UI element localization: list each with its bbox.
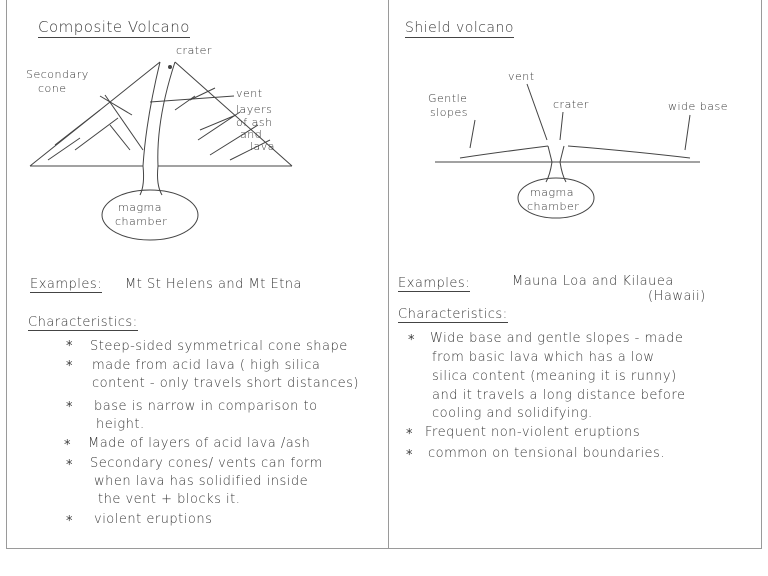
list-item: Frequent non-violent eruptions	[425, 425, 641, 440]
label-magma-chamber: magma	[530, 186, 575, 199]
label-vent: vent	[236, 87, 263, 100]
label-crater: crater	[553, 98, 589, 111]
bullet-icon: *	[66, 514, 73, 529]
list-item: and it travels a long distance before	[432, 388, 686, 403]
bullet-icon: *	[66, 400, 73, 415]
bullet-icon: *	[64, 438, 71, 453]
label-layers-3: and	[240, 128, 263, 141]
list-item: Made of layers of acid lava /ash	[88, 436, 311, 451]
characteristics-label: Characteristics:	[28, 315, 138, 330]
list-item: Steep-sided symmetrical cone shape	[90, 339, 348, 354]
label-secondary-cone-2: cone	[38, 82, 67, 95]
list-item: Wide base and gentle slopes - made	[430, 331, 684, 346]
label-crater: crater	[176, 44, 212, 57]
list-item: base is narrow in comparison to	[94, 399, 318, 414]
examples-value: Mauna Loa and Kilauea	[512, 274, 674, 289]
examples-value: Mt St Helens and Mt Etna	[125, 277, 303, 292]
label-gentle-slopes: Gentle	[428, 92, 468, 105]
list-item: Secondary cones/ vents can form	[90, 456, 323, 471]
examples-note: (Hawaii)	[648, 289, 706, 304]
label-layers-2: of ash	[236, 116, 273, 129]
label-gentle-slopes-2: slopes	[430, 106, 468, 119]
list-item: common on tensional boundaries.	[428, 446, 665, 461]
label-layers: layers	[236, 103, 273, 116]
bullet-icon: *	[66, 339, 73, 354]
label-vent: vent	[508, 70, 535, 83]
list-item: from basic lava which has a low	[432, 350, 655, 365]
composite-volcano-title: Composite Volcano	[38, 18, 190, 36]
list-item: silica content (meaning it is runny)	[432, 369, 677, 384]
list-item: cooling and solidifying.	[432, 406, 593, 421]
list-item: when lava has solidified inside	[94, 474, 309, 489]
list-item: made from acid lava ( high silica	[92, 358, 321, 373]
label-layers-4: lava	[250, 140, 276, 153]
bullet-icon: *	[406, 448, 413, 463]
list-item: height.	[96, 417, 145, 432]
label-wide-base: wide base	[668, 100, 729, 113]
label-magma-chamber: magma	[118, 201, 163, 214]
list-item: violent eruptions	[94, 512, 213, 527]
bullet-icon: *	[406, 427, 413, 442]
bullet-icon: *	[66, 359, 73, 374]
label-magma-chamber-2: chamber	[527, 200, 580, 213]
examples-label: Examples:	[30, 277, 103, 292]
label-magma-chamber-2: chamber	[115, 215, 168, 228]
bullet-icon: *	[66, 458, 73, 473]
characteristics-label: Characteristics:	[398, 307, 508, 322]
shield-volcano-title: Shield volcano	[405, 20, 514, 36]
list-item: the vent + blocks it.	[98, 492, 241, 507]
bullet-icon: *	[408, 333, 415, 348]
label-secondary-cone: Secondary	[26, 68, 89, 81]
list-item: content - only travels short distances)	[92, 376, 359, 391]
examples-label: Examples:	[398, 276, 471, 291]
